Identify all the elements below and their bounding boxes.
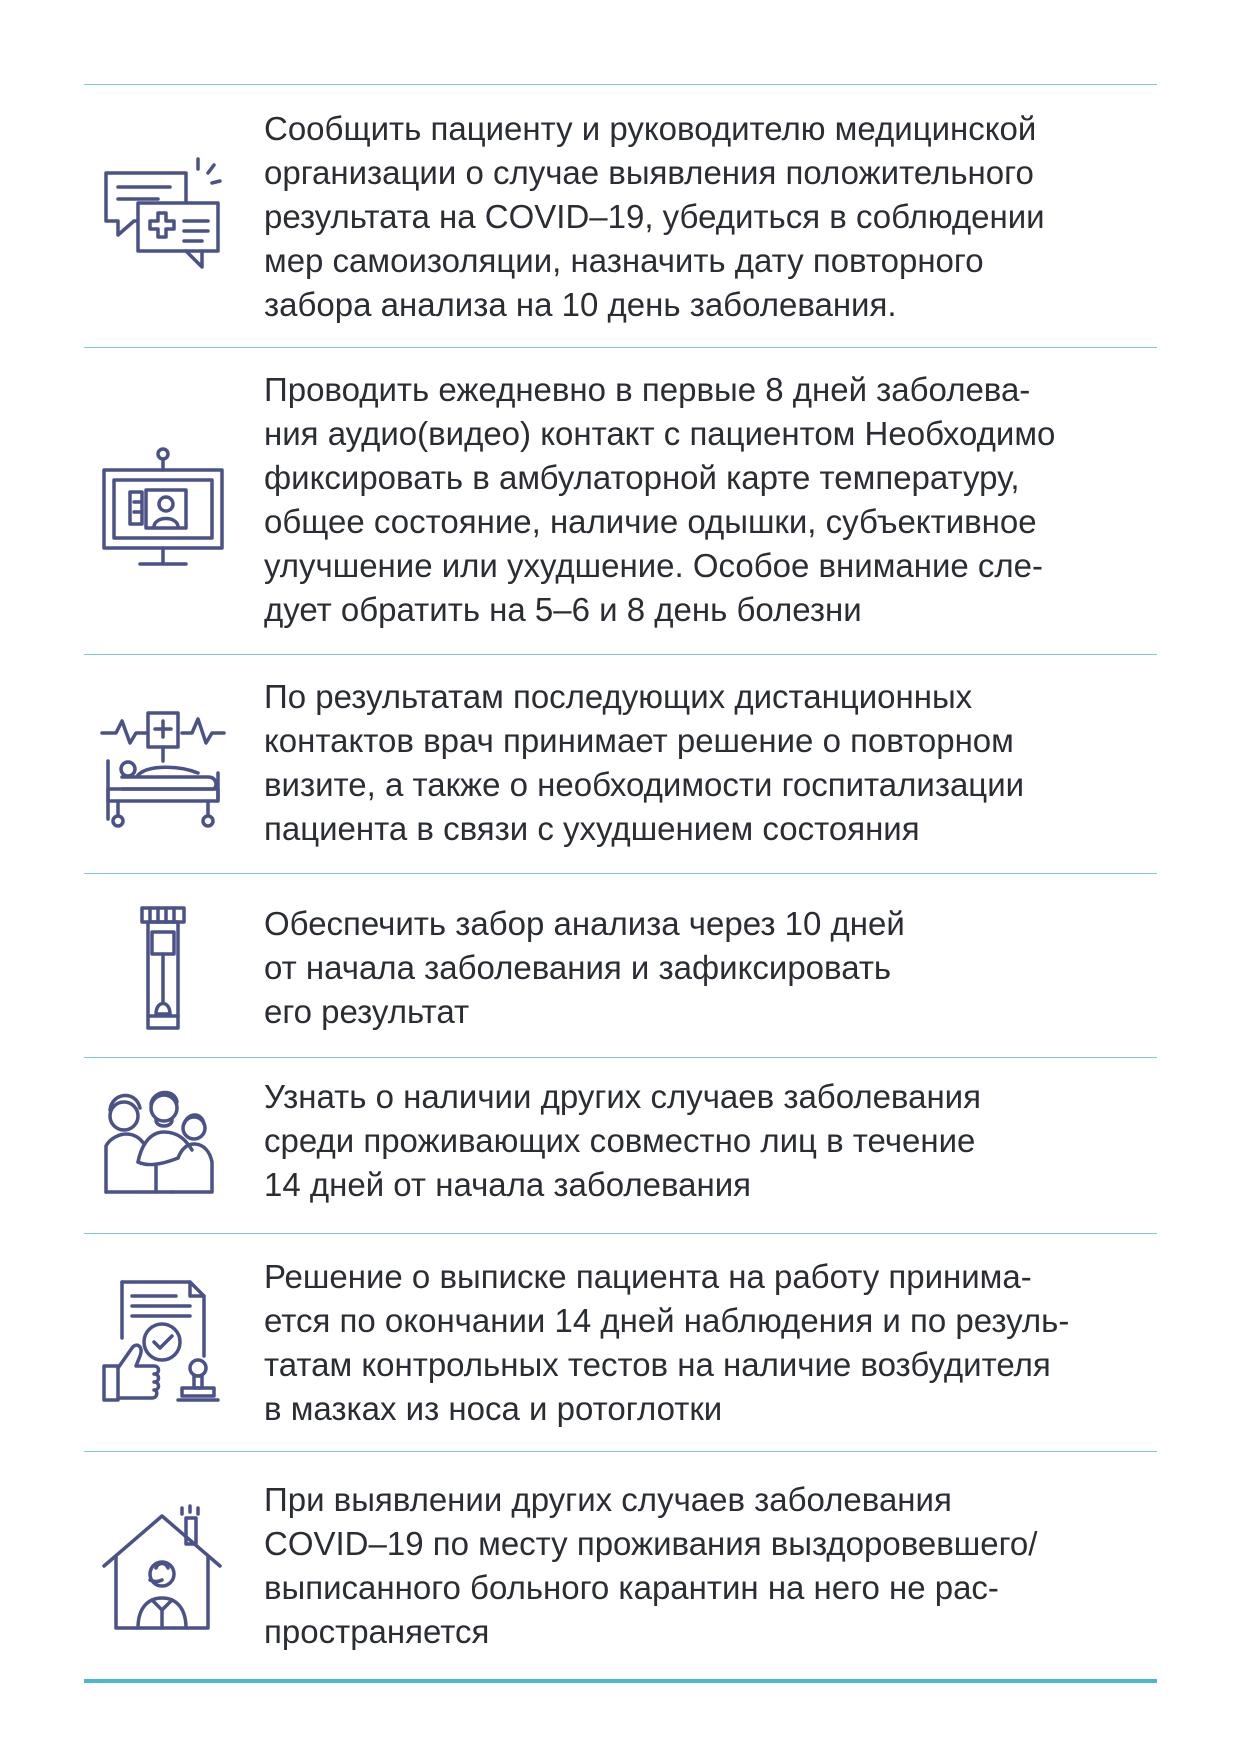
chat-medical-icon	[98, 151, 228, 281]
item-text	[264, 368, 1144, 632]
text-line: улучшение или ухудшение. Особое внимание сле-	[264, 547, 1044, 584]
text-line: общее состояние, наличие одышки, субъективное	[264, 503, 1037, 540]
text-line: пациента в связи с ухудшением состояния	[264, 810, 920, 847]
divider-bottom	[84, 1679, 1157, 1683]
text-line: его результат	[264, 993, 470, 1030]
home-quarantine-icon	[98, 1504, 228, 1634]
text-line: Узнать о наличии других случаев заболевания	[264, 1078, 981, 1115]
item-text	[264, 107, 1144, 327]
text-line: Обеспечить забор анализа через 10 дней	[264, 905, 905, 942]
item-text	[264, 1255, 1144, 1431]
text-line: татам контрольных тестов на наличие возбудителя	[264, 1346, 1051, 1383]
text-line: фиксировать в амбулаторной карте температуру,	[264, 459, 1020, 496]
text-line: ния аудио(видео) контакт с пациентом Необходимо	[264, 415, 1056, 452]
family-icon	[98, 1082, 228, 1212]
list-item	[84, 1234, 1157, 1451]
item-text	[264, 1075, 1144, 1207]
item-text	[264, 675, 1144, 851]
text-line: Сообщить пациенту и руководителю медицинской	[264, 110, 1037, 147]
list-item	[84, 655, 1157, 873]
text-line: от начала заболевания и зафиксировать	[264, 949, 892, 986]
text-line: организации о случае выявления положительного	[264, 154, 1034, 191]
item-text	[264, 1478, 1144, 1654]
text-line: визите, а также о необходимости госпитализации	[264, 766, 1025, 803]
list-item	[84, 1452, 1157, 1679]
test-tube-swab-icon	[98, 902, 228, 1032]
list-item	[84, 1058, 1157, 1233]
approved-document-stamp-icon	[98, 1276, 228, 1406]
text-line: COVID–19 по месту проживания выздоровевшего/	[264, 1525, 1038, 1562]
text-line: дует обратить на 5–6 и 8 день болезни	[264, 591, 862, 628]
text-line: При выявлении других случаев заболевания	[264, 1481, 952, 1518]
item-text	[264, 902, 1144, 1034]
text-line: ется по окончании 14 дней наблюдения и по резуль-	[264, 1302, 1070, 1339]
text-line: Проводить ежедневно в первые 8 дней заболева-	[264, 371, 1031, 408]
list-item	[84, 348, 1157, 654]
text-line: среди проживающих совместно лиц в течение	[264, 1122, 976, 1159]
hospital-bed-icon	[98, 699, 228, 829]
text-line: мер самоизоляции, назначить дату повторного	[264, 242, 984, 279]
list-item	[84, 874, 1157, 1057]
text-line: Решение о выписке пациента на работу принима-	[264, 1258, 1032, 1295]
text-line: выписанного больного карантин на него не рас-	[264, 1569, 999, 1606]
list-item	[84, 85, 1157, 347]
text-line: в мазках из носа и ротоглотки	[264, 1390, 723, 1427]
text-line: пространяется	[264, 1613, 490, 1650]
text-line: контактов врач принимает решение о повторном	[264, 722, 1014, 759]
text-line: По результатам последующих дистанционных	[264, 678, 973, 715]
text-line: 14 дней от начала заболевания	[264, 1166, 752, 1203]
text-line: результата на COVID–19, убедиться в соблюдении	[264, 198, 1045, 235]
text-line: забора анализа на 10 день заболевания.	[264, 286, 897, 323]
video-call-monitor-icon	[98, 444, 228, 574]
